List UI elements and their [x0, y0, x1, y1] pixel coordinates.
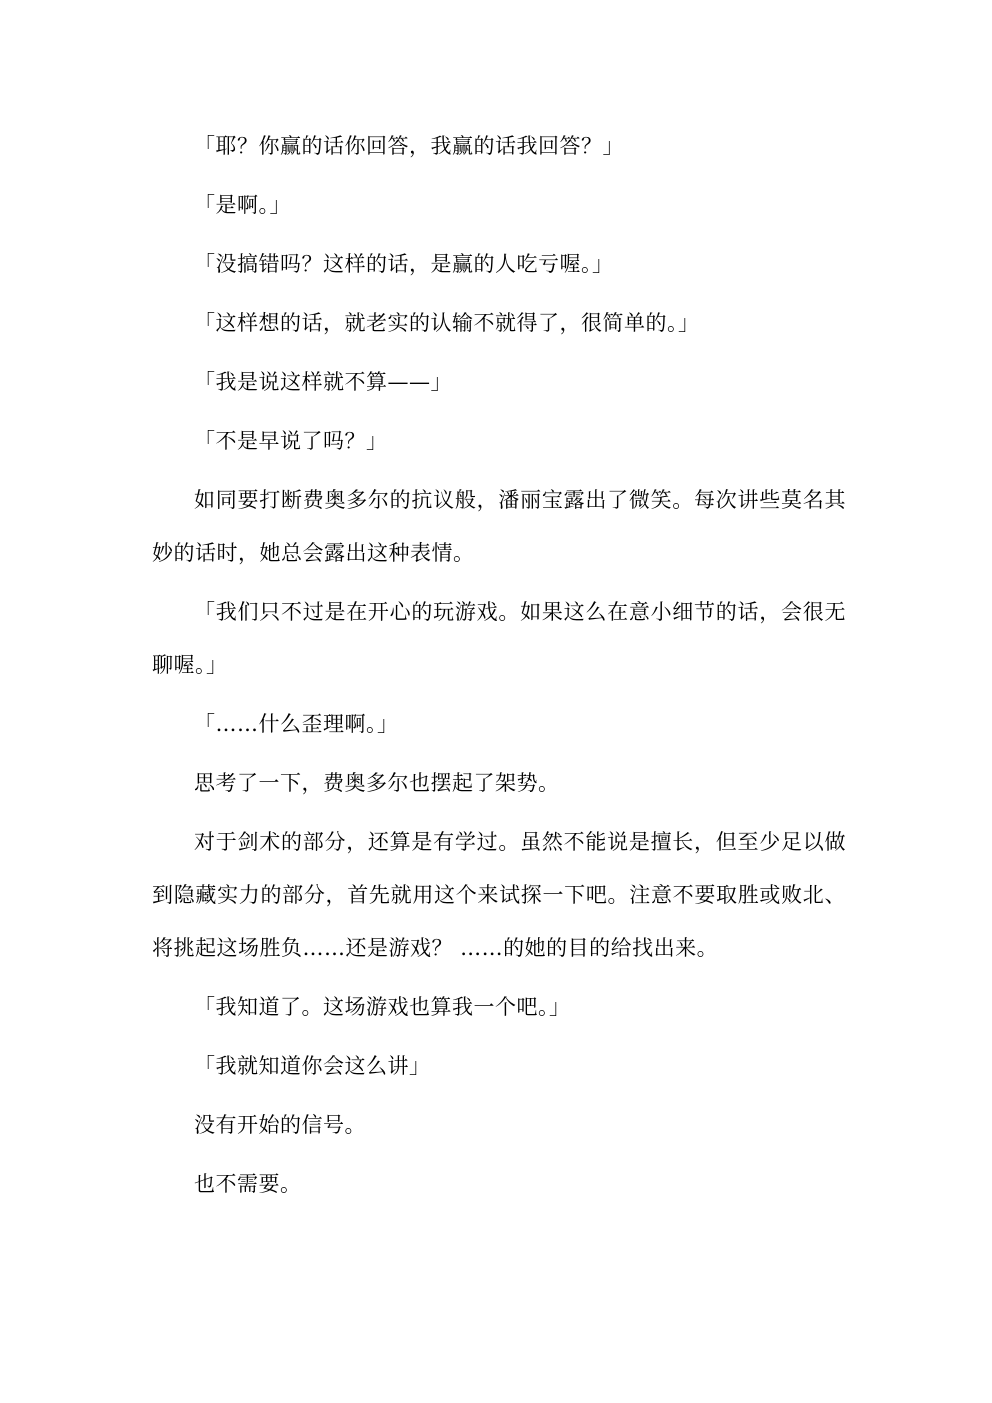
paragraph: 没有开始的信号。 — [194, 1113, 366, 1137]
paragraph: 「是啊。」 — [194, 193, 291, 217]
paragraph: 「……什么歪理啊。」 — [194, 712, 399, 736]
paragraph: 「没搞错吗？这样的话，是赢的人吃亏喔。」 — [194, 252, 614, 276]
paragraph: 「这样想的话，就老实的认输不就得了，很简单的。」 — [194, 311, 700, 335]
paragraph: 「耶？你赢的话你回答，我赢的话我回答？」 — [194, 134, 624, 158]
paragraph: 对于剑术的部分，还算是有学过。虽然不能说是擅长，但至少足以做到隐藏实力的部分，首先就用这个来试探一下吧。注意不要取胜或败北、将挑起这场胜负……还是游戏？ ……的她的目的给找出来。 — [152, 830, 846, 960]
paragraph: 「我们只不过是在开心的玩游戏。如果这么在意小细节的话，会很无聊喔。」 — [152, 600, 846, 677]
paragraph: 如同要打断费奥多尔的抗议般，潘丽宝露出了微笑。每次讲些莫名其妙的话时，她总会露出这种表情。 — [152, 488, 846, 565]
paragraph: 「我是说这样就不算——」 — [194, 370, 452, 394]
paragraph: 「不是早说了吗？」 — [194, 429, 388, 453]
paragraph: 思考了一下，费奥多尔也摆起了架势。 — [194, 771, 560, 795]
paragraph: 「我就知道你会这么讲」 — [194, 1054, 431, 1078]
document-page — [152, 120, 846, 1217]
paragraph: 「我知道了。这场游戏也算我一个吧。」 — [194, 995, 571, 1019]
paragraph: 也不需要。 — [194, 1172, 302, 1196]
